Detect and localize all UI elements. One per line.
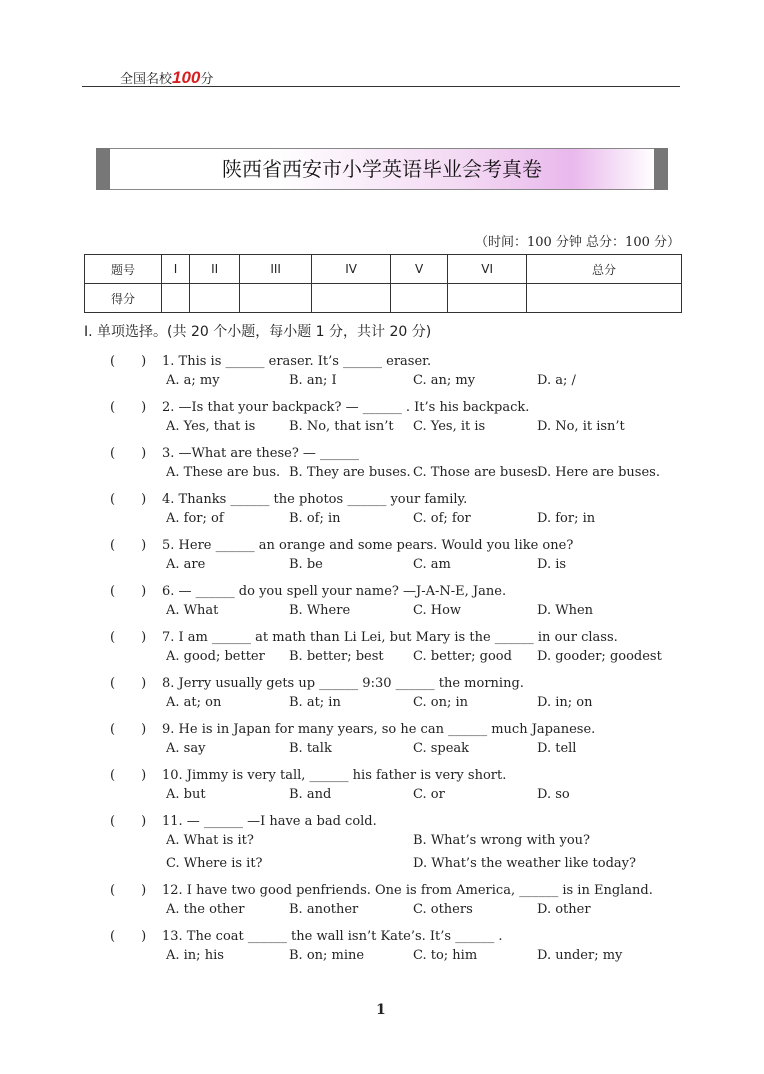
answer-blank[interactable]: ( ) [110, 883, 147, 898]
question-stem [110, 879, 653, 898]
table-cell: V [391, 255, 448, 284]
option-d: D. tell [537, 741, 577, 756]
score-cell[interactable] [391, 284, 448, 313]
answer-blank[interactable]: ( ) [110, 492, 147, 507]
question-text: 3. —What are these? — ______ [162, 446, 360, 461]
option-a: A. are [166, 557, 206, 572]
option-b: B. What’s wrong with you? [413, 833, 590, 848]
question-stem [110, 396, 529, 415]
score-cell[interactable] [527, 284, 682, 313]
score-cell[interactable] [312, 284, 391, 313]
question-stem [110, 672, 524, 691]
answer-blank[interactable]: ( ) [110, 722, 147, 737]
option-b: B. another [289, 902, 359, 917]
option-c: C. others [413, 902, 473, 917]
question-text: 6. — ______ do you spell your name? —J-A-N-E, Jane. [162, 584, 507, 599]
answer-blank[interactable]: ( ) [110, 354, 147, 369]
option-c: C. Those are buses. [413, 465, 542, 480]
question-text: 2. —Is that your backpack? — ______ . It’s his backpack. [162, 400, 530, 415]
option-c: C. Yes, it is [413, 419, 486, 434]
table-cell: 总分 [527, 255, 682, 284]
section-title: I. 单项选择。(共 20 个小题，每小题 1 分，共计 20 分) [84, 324, 432, 340]
question-text: 1. This is ______ eraser. It’s ______ eraser. [162, 354, 432, 369]
option-d: D. for; in [537, 511, 596, 526]
option-a: A. but [166, 787, 206, 802]
option-a: A. What [166, 603, 219, 618]
option-d: D. No, it isn’t [537, 419, 625, 434]
table-cell: 题号 [85, 255, 162, 284]
option-b: B. and [289, 787, 332, 802]
question-text: 11. — ______ —I have a bad cold. [162, 814, 377, 829]
table-cell: I [162, 255, 190, 284]
page-header [82, 62, 680, 87]
option-c: C. better; good [413, 649, 512, 664]
table-cell: IV [312, 255, 391, 284]
question-stem [110, 350, 431, 369]
option-d: D. What’s the weather like today? [413, 856, 636, 871]
option-c: C. of; for [413, 511, 471, 526]
option-c: C. an; my [413, 373, 476, 388]
question-stem [110, 488, 467, 507]
question-text: 8. Jerry usually gets up ______ 9:30 ______ the morning. [162, 676, 524, 691]
title-banner [96, 148, 668, 190]
question-stem [110, 442, 359, 461]
question-stem [110, 718, 595, 737]
option-b: B. an; I [289, 373, 337, 388]
score-table-header-row [85, 255, 682, 284]
option-d: D. other [537, 902, 591, 917]
banner-left-bar [96, 148, 110, 190]
answer-blank[interactable]: ( ) [110, 676, 147, 691]
question-text: 5. Here ______ an orange and some pears. Would you like one? [162, 538, 574, 553]
option-a: A. Yes, that is [166, 419, 256, 434]
answer-blank[interactable]: ( ) [110, 400, 147, 415]
answer-blank[interactable]: ( ) [110, 630, 147, 645]
option-b: B. Where [289, 603, 351, 618]
answer-blank[interactable]: ( ) [110, 929, 147, 944]
question-stem [110, 764, 506, 783]
answer-blank[interactable]: ( ) [110, 538, 147, 553]
table-cell: VI [448, 255, 527, 284]
option-c: C. on; in [413, 695, 468, 710]
score-cell[interactable] [240, 284, 312, 313]
page-number: 1 [376, 1002, 386, 1018]
question-stem [110, 626, 618, 645]
score-table [84, 254, 682, 313]
question-text: 12. I have two good penfriends. One is from America, ______ is in England. [162, 883, 653, 898]
banner-right-bar [654, 148, 668, 190]
option-b: B. of; in [289, 511, 341, 526]
question-text: 4. Thanks ______ the photos ______ your family. [162, 492, 468, 507]
option-d: D. a; / [537, 373, 576, 388]
option-c: C. to; him [413, 948, 478, 963]
score-table-score-row [85, 284, 682, 313]
option-d: D. Here are buses. [537, 465, 660, 480]
option-d: D. is [537, 557, 567, 572]
question-text: 9. He is in Japan for many years, so he can ______ much Japanese. [162, 722, 596, 737]
question-text: 7. I am ______ at math than Li Lei, but Mary is the ______ in our class. [162, 630, 618, 645]
question-stem [110, 580, 506, 599]
option-d: D. in; on [537, 695, 593, 710]
option-c: C. speak [413, 741, 470, 756]
option-b: B. be [289, 557, 323, 572]
option-a: A. say [166, 741, 206, 756]
score-cell[interactable] [190, 284, 240, 313]
exam-title: 陕西省西安市小学英语毕业会考真卷 [110, 148, 654, 190]
option-a: A. at; on [166, 695, 222, 710]
brand-suffix: 分 [200, 72, 214, 87]
option-a: A. good; better [166, 649, 265, 664]
question-stem [110, 534, 573, 553]
table-cell: II [190, 255, 240, 284]
option-b: B. at; in [289, 695, 341, 710]
question-text: 10. Jimmy is very tall, ______ his father is very short. [162, 768, 507, 783]
option-c: C. or [413, 787, 445, 802]
option-c: C. am [413, 557, 451, 572]
option-b: B. They are buses. [289, 465, 411, 480]
table-cell: III [240, 255, 312, 284]
question-stem [110, 810, 377, 829]
option-a: A. These are bus. [166, 465, 281, 480]
question-stem [110, 925, 502, 944]
option-d: D. so [537, 787, 570, 802]
option-b: B. better; best [289, 649, 384, 664]
option-c: C. Where is it? [166, 856, 263, 871]
option-a: A. in; his [166, 948, 224, 963]
answer-blank[interactable]: ( ) [110, 446, 147, 461]
brand-text: 全国名校 [120, 72, 173, 87]
option-b: B. talk [289, 741, 332, 756]
brand-logo [120, 68, 213, 88]
answer-blank[interactable]: ( ) [110, 814, 147, 829]
answer-blank[interactable]: ( ) [110, 584, 147, 599]
option-b: B. on; mine [289, 948, 365, 963]
option-d: D. When [537, 603, 594, 618]
option-a: A. for; of [166, 511, 224, 526]
option-a: A. the other [166, 902, 245, 917]
option-c: C. How [413, 603, 462, 618]
table-cell: 得分 [85, 284, 162, 313]
option-b: B. No, that isn’t [289, 419, 394, 434]
option-a: A. What is it? [166, 833, 254, 848]
option-d: D. under; my [537, 948, 623, 963]
score-cell[interactable] [448, 284, 527, 313]
brand-number: 100 [172, 68, 201, 87]
question-text: 13. The coat ______ the wall isn’t Kate’s. It’s ______ . [162, 929, 503, 944]
score-cell[interactable] [162, 284, 190, 313]
option-d: D. gooder; goodest [537, 649, 662, 664]
time-info: （时间：100 分钟 总分：100 分） [474, 235, 680, 250]
answer-blank[interactable]: ( ) [110, 768, 147, 783]
option-a: A. a; my [166, 373, 220, 388]
